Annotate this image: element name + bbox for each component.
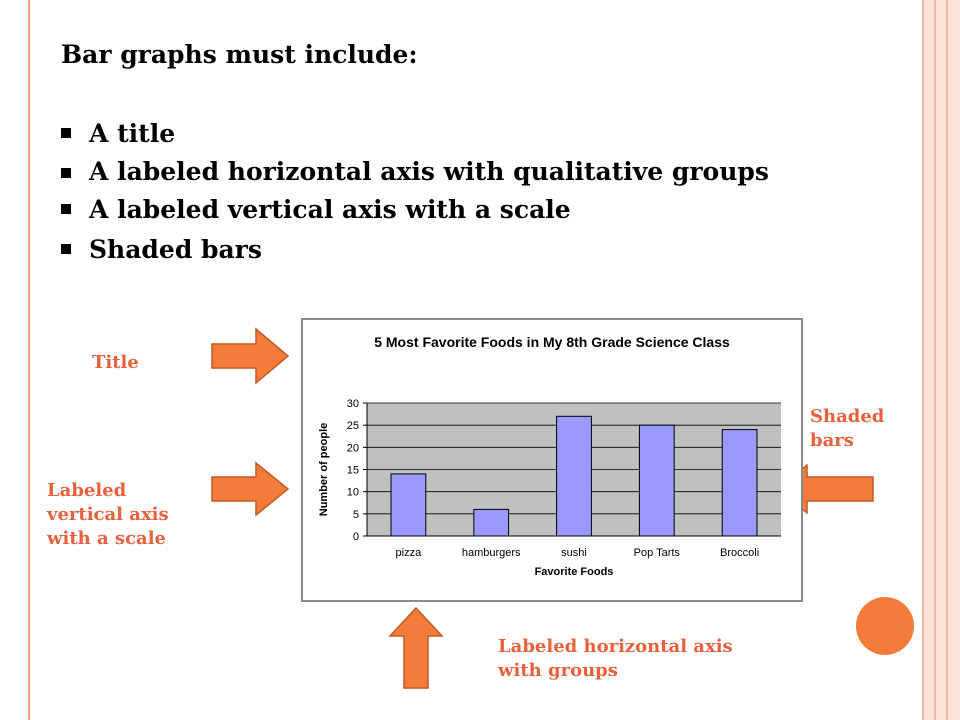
y-tick-label: 20 (346, 442, 359, 455)
x-axis-label: Favorite Foods (534, 566, 614, 578)
up-arrow-icon (387, 606, 445, 690)
accent-circle (856, 597, 914, 655)
square-bullet-icon (61, 244, 71, 254)
bar (474, 509, 509, 536)
chart-title: 5 Most Favorite Foods in My 8th Grade Science Class (374, 334, 730, 350)
x-tick-label: Broccoli (720, 547, 760, 559)
list-item-text: A title (89, 119, 176, 148)
chart-plot (303, 320, 801, 600)
list-item (61, 154, 829, 190)
y-tick-label: 0 (352, 531, 359, 543)
square-bullet-icon (61, 168, 71, 178)
bar (722, 430, 757, 536)
callout-horizontal-axis: Labeled horizontal axis with groups (498, 636, 733, 681)
list-item-text: Shaded bars (89, 235, 262, 264)
frame-stripe-right (922, 0, 924, 720)
callout-vertical-axis: Labeled vertical axis with a scale (47, 480, 169, 549)
bar-chart (301, 318, 803, 602)
y-tick-label: 15 (346, 464, 359, 477)
right-arrow-icon (210, 461, 290, 517)
callout-shaded-bars: Shaded bars (810, 406, 885, 451)
frame-stripe-right (946, 0, 948, 720)
bar (391, 474, 426, 536)
frame-stripe-right (934, 0, 936, 720)
list-item (61, 190, 821, 230)
callout-title: Title (92, 352, 139, 373)
x-tick-label: Pop Tarts (633, 547, 680, 559)
list-item-text: A labeled horizontal axis with qualitative groups (89, 157, 769, 186)
x-tick-label: sushi (561, 547, 587, 559)
square-bullet-icon (61, 204, 71, 214)
y-tick-label: 10 (346, 486, 359, 499)
y-tick-label: 30 (346, 398, 359, 410)
slide-heading: Bar graphs must include: (61, 40, 418, 69)
x-tick-label: hamburgers (461, 547, 521, 559)
square-bullet-icon (61, 128, 71, 138)
list-item (61, 230, 821, 270)
bar (557, 416, 592, 536)
y-tick-label: 5 (352, 508, 359, 521)
list-item-text: A labeled vertical axis with a scale (89, 195, 571, 224)
y-tick-label: 25 (346, 420, 359, 433)
frame-band-right (922, 0, 960, 720)
frame-border-left (28, 0, 30, 720)
right-arrow-icon (210, 327, 290, 385)
y-axis-label: Number of people (318, 422, 330, 517)
x-tick-label: pizza (395, 547, 422, 559)
bar (639, 425, 674, 536)
requirements-list (61, 114, 821, 270)
list-item (61, 114, 821, 154)
